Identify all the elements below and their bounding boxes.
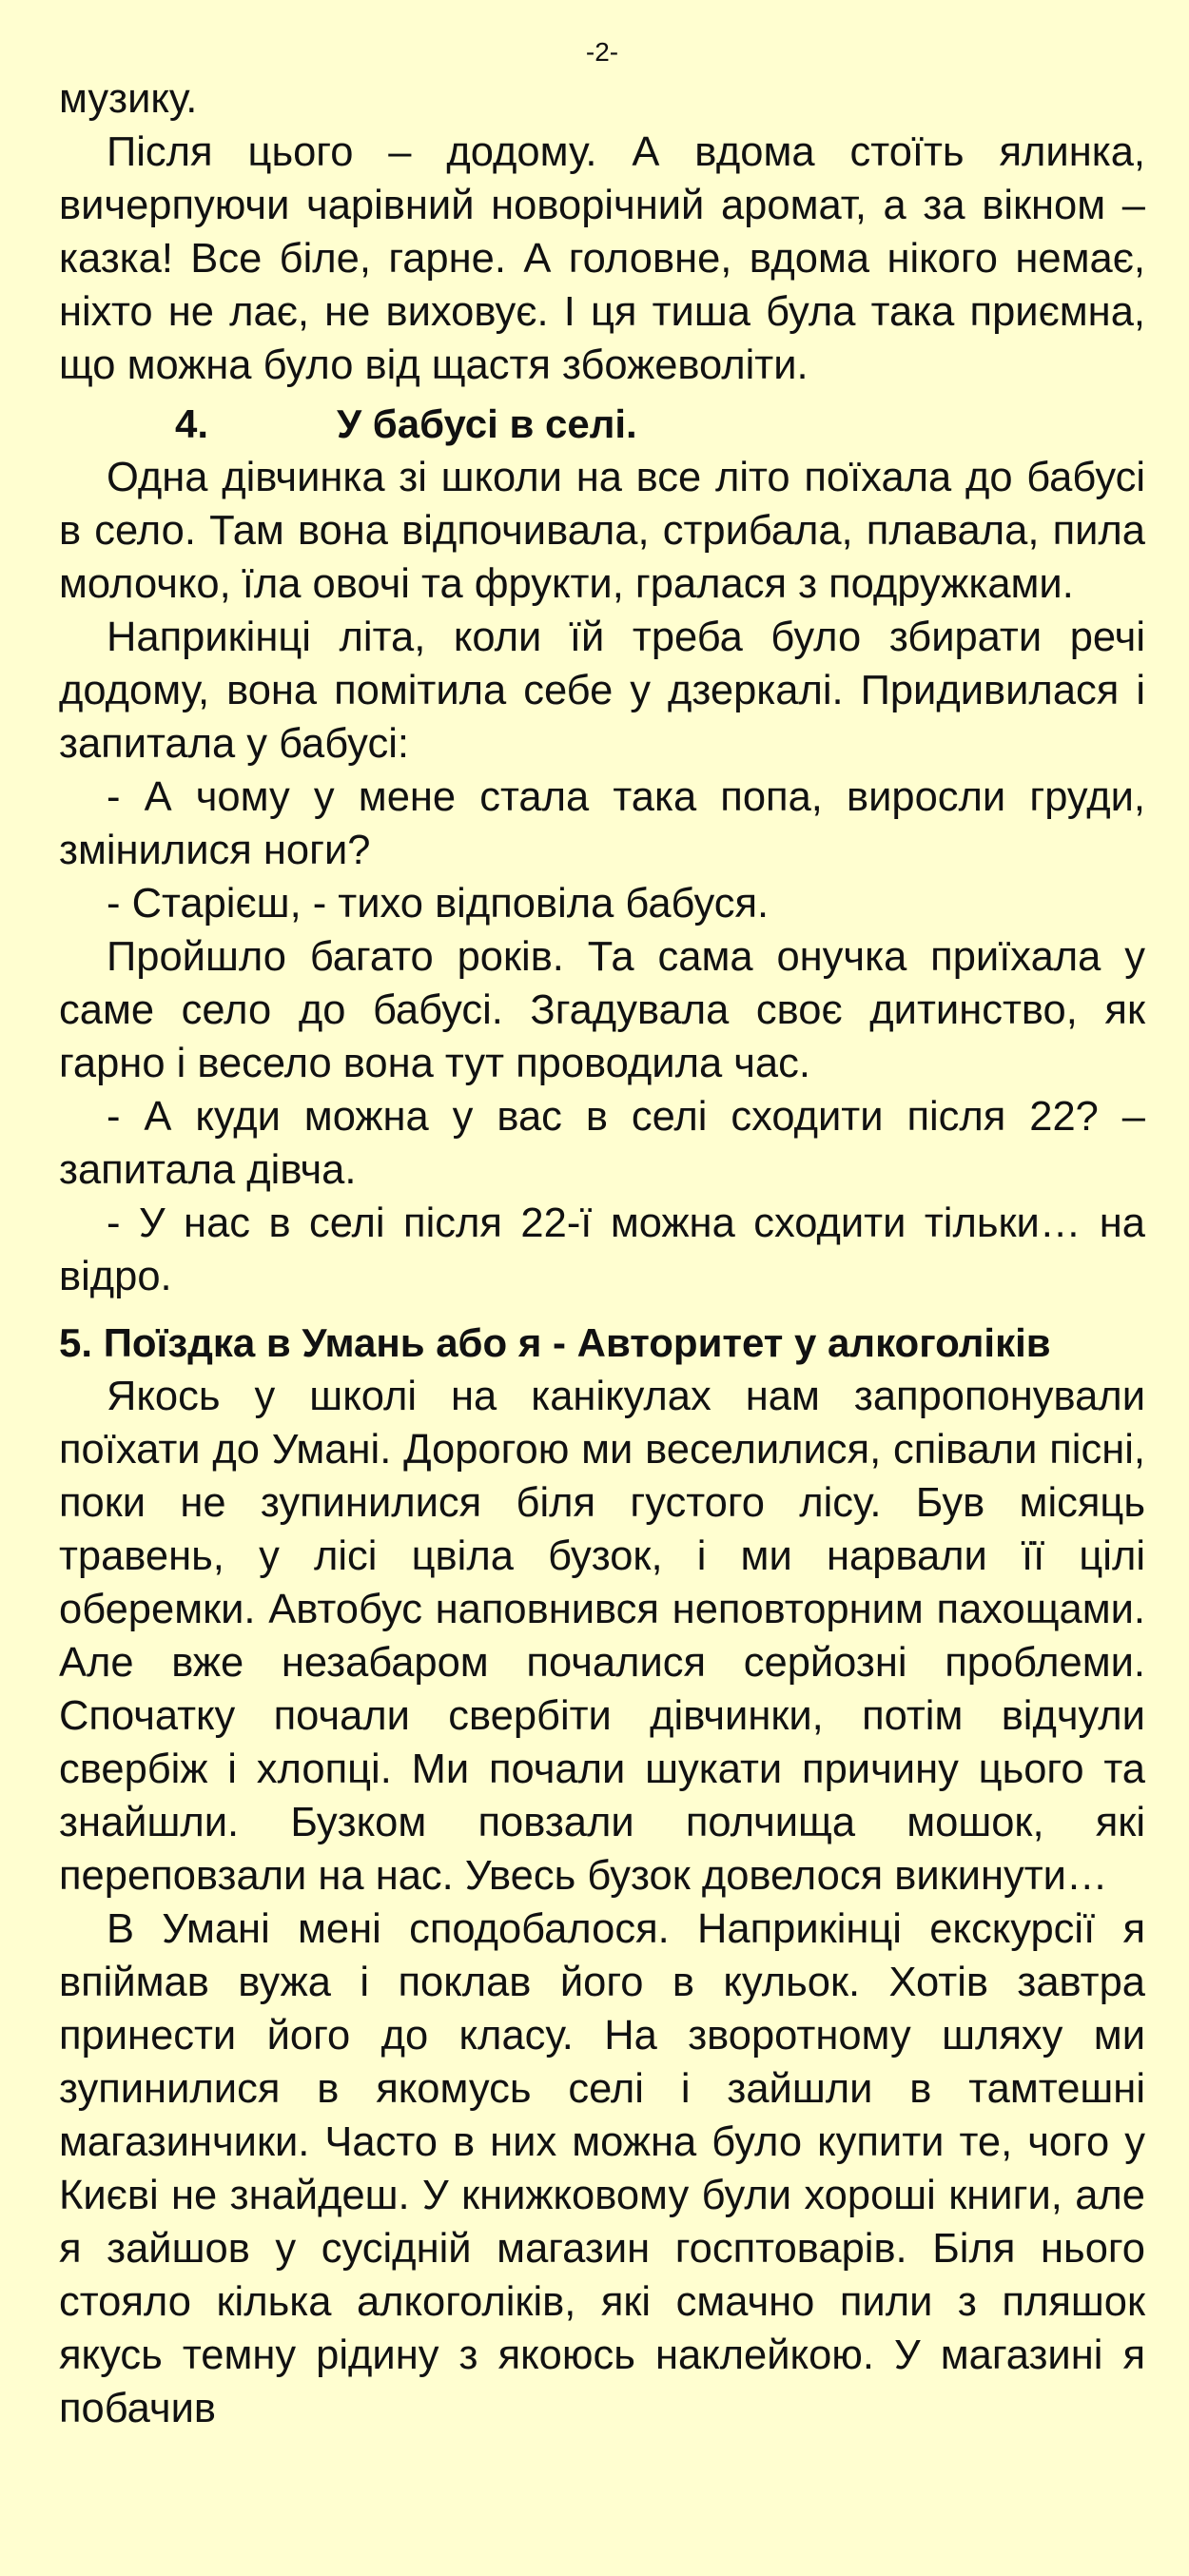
dialogue-line: - У нас в селі після 22-ї можна сходити тільки… на відро. xyxy=(59,1200,1145,1299)
section-number: 4. xyxy=(175,401,209,446)
page-number: -2- xyxy=(585,37,619,67)
dialogue-line: - А куди можна у вас в селі сходити після 22? – запитала дівча. xyxy=(59,1094,1145,1193)
paragraph: Одна дівчинка зі школи на все літо поїхала до бабусі в село. Там вона відпочивала, стрибала, плавала, пила молочко, їла овочі та фрукти, гралася з подружками. xyxy=(59,455,1145,607)
dialogue-line: - Старієш, - тихо відповіла бабуся. xyxy=(107,881,770,927)
section-heading: 5. Поїздка в Умань або я - Авторитет у алкоголіків xyxy=(59,1320,1051,1365)
section-heading xyxy=(59,398,1145,451)
section-title: У бабусі в селі. xyxy=(337,401,637,446)
paragraph: Пройшло багато років. Та сама онучка приїхала у саме село до бабусі. Згадувала своє дитинство, як гарно і весело вона тут проводила час. xyxy=(59,934,1145,1086)
paragraph-continuation: музику. xyxy=(59,76,198,122)
paragraph: Якось у школі на канікулах нам запропонували поїхати до Умані. Дорогою ми веселилися, співали пісні, поки не зупинилися біля густого лісу. Був місяць травень, у лісі цвіла бузок, і ми нарвали її цілі оберемки. Автобус наповнився неповторним пахощами. Але вже незабаром почалися серйозні проблеми. Спочатку почали свербіти дівчинки, потім відчули свербіж і хлопці. Ми почали шукати причину цього та знайшли. Бузком повзали полчища мошок, які переповзали на нас. Увесь бузок довелося викинути… xyxy=(59,1374,1145,1899)
paragraph: Після цього – додому. А вдома стоїть ялинка, вичерпуючи чарівний новорічний аромат, а за вікном – казка! Все біле, гарне. А головне, вдома нікого немає, ніхто не лає, не виховує. І ця тиша була така приємна, що можна було від щастя збожеволіти. xyxy=(59,129,1145,388)
dialogue-line: - А чому у мене стала така попа, виросли груди, змінилися ноги? xyxy=(59,774,1145,873)
paragraph: Наприкінці літа, коли їй треба було збирати речі додому, вона помітила себе у дзеркалі. Придивилася і запитала у бабусі: xyxy=(59,615,1145,767)
paragraph: В Умані мені сподобалося. Наприкінці екскурсії я впіймав вужа і поклав його в кульок. Хотів завтра принести його до класу. На зворотному шляху ми зупинилися в якомусь селі і зайшли в тамтешні магазинчики. Часто в них можна було купити те, чого у Києві не знайдеш. У книжковому були хороші книги, але я зайшов у сусідній магазин госптоварів. Біля нього стояло кілька алкоголіків, які смачно пили з пляшок якусь темну рідину з якоюсь наклейкою. У магазині я побачив xyxy=(59,1906,1145,2431)
